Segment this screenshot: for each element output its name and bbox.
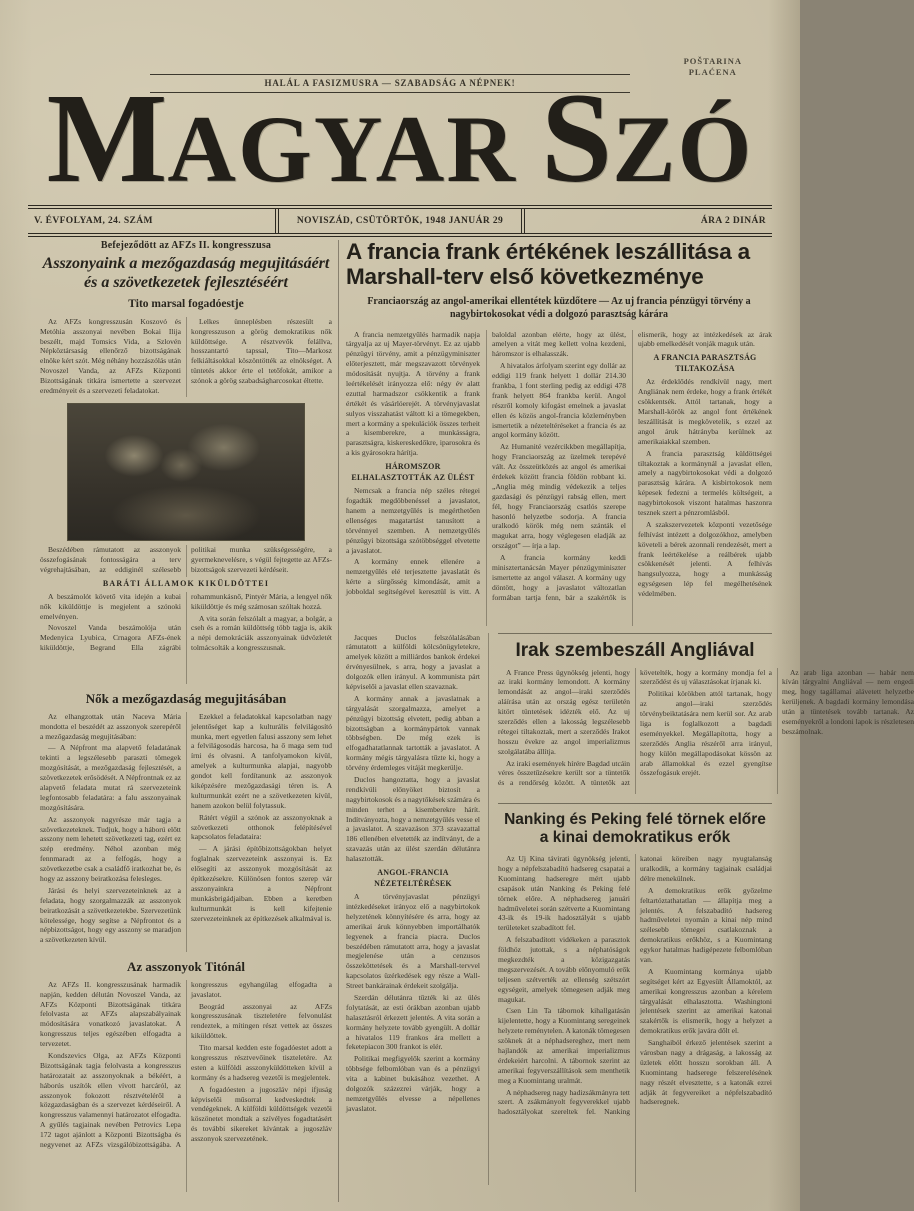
nanking-article-body [498, 854, 772, 1192]
body-paragraph: A France Press ügynökség jelenti, hogy az iraki kormány lemondott. A kormány lemondását az angol—iraki szerződés aláírása után az ország egész területén kitört tüntetések idézték elő. Az uj szerződés ellen a lakosság legszélesebb rétegei tiltakoztak, mert a szerződés Irakot hosszu évekre az angol imperializmus szolgálatába állítja. [498, 667, 630, 756]
masthead-slogan: HALÁL A FASIZMUSRA — SZABADSÁG A NÉPNEK! [150, 74, 630, 93]
masthead-initial: M [46, 67, 168, 209]
body-paragraph: A szakszervezetek központi vezetősége felhívást intézett a dolgozókhoz, amelyben követeli a bérek azonnali rendezését, mert a frank leértékelése a reálbérek ujabb csökkenését jelenti. A felhívás hangsulyozza, hogy a munkásság egységesen lép fel megélhetésének védelmében. [638, 519, 772, 599]
body-paragraph: Jacques Duclos felszólalásában rámutatott a külföldi kölcsönügyletekre, amelyek között a milliárdos bankok érdekei érvényesülnek, s arra, hogy a javaslat a dolgozók ellen irányul. A kommunista párt képviselői a javaslat ellen szavaznak. [346, 632, 480, 691]
postage-line: POŠTARINA [683, 56, 742, 66]
price-label: ÁRA 2 DINÁR [700, 216, 767, 226]
body-paragraph: — A Népfront ma alapvető feladatának tekinti a legszélesebb paraszti tömegek mozgósítását, a mezőgazdaság fejlesztését, a szövetkezetek erősödését. A Népfrontnak ez az alapvető feladata mutat rá szervezeteink legfontosabb feladatára: a falu asszonyainak mozgósítására. [40, 743, 181, 812]
column-divider-rule [338, 240, 339, 1202]
lead-article-continuation-column [346, 633, 489, 1185]
body-paragraph: A fogadóesten a jugoszláv népi ifjuság képviselői műsorral kedveskedtek a vendégeknek. A külföldi küldöttségek vezetői köszönetet mondtak a szívélyes fogadtatásért és további sikereket kívántak a jugoszláv asszonyok szervezetének. [191, 1084, 332, 1144]
article-irak [498, 633, 914, 794]
body-paragraph: A francia parasztság küldöttségei tiltakoztak a kormánynál a javaslat ellen, amely a nagybirtokosokat védi a dolgozó parasztság kárára. A kisbirtokosok nem képesek fedezni a termelés költségeit, a nagybirtokosok viszont hatalmas haszonra tesznek szert a pénzromlásból. [638, 448, 772, 517]
body-paragraph: Beszédében rámutatott az asszonyok összefogásának fontosságára a terv végrehajtásában, az eddiginél szélesebb politikai munka szükségességére, a gyermeknevelésre, s végül fejtegette az AFZs-bizottságok szervezeti kérdéseit. [40, 544, 332, 574]
congress-reception-photo [67, 403, 305, 541]
body-subheading: HÁROMSZOR ELHALASZTOTTÁK AZ ÜLÉST [351, 462, 475, 482]
body-paragraph: — A járási építőbizottságokban helyet foglalnak szervezeteink asszonyai is. Ez elősegíti az asszonyok mozgósítását az építkezésekre. Különösen fontos szerep vár asszonyainkra a Népfront munkásbrigádjaiban. Ebben a keretben kulturmunkát is kell kifejtenie szervezeteinknek az építkezések alkalmával is. [191, 844, 332, 923]
section-heading-women-at-tito: Az asszonyok Titónál [127, 958, 245, 974]
body-paragraph: A kormány annak a javaslatnak a tárgyalását szorgalmazza, amelyet a pénzügyi bizottság elvetett, pedig abban a bizottságban a kormánypártok vannak többségben. De még ezek is elfogadhatatlannak tartották a javaslatot. A kormány mégis tárgyalásra tűzte ki, hogy a törvény érdemleges vitáját megkerülje. [346, 693, 480, 773]
body-paragraph: Az AFZs kongresszusán Koszovó és Metóhia asszonyai nevében Bokai Ilija beszélt, majd Tomsics Vida, a Szlovén Népköztársaság ellenőrző bizottságának elnöke kért szót. Még néhány hozzászólás után Novoszel Vanda, az AFZs Központi Bizottságának titkára ismertette a szervezet eredményeit és a szervezeti feladatokat. [40, 316, 181, 395]
article-subhead: Tito marsal fogadóestje [128, 297, 244, 310]
body-paragraph: A felszabadított vidékeken a parasztok földhöz jutottak, s a néphatóságok megkezdték a közigazgatás megszervezését. A tovább előnyomuló erők teljesen szétverték az ellenség szétszórt egységeit, amelyek tömegesen adják meg magukat. [498, 935, 630, 1004]
section-body-women-agriculture [40, 712, 332, 952]
body-paragraph: Járási és helyi szervezeteinknek az a feladata, hogy szorgalmazzák az asszonyok beiratkozását a szövetkezetekbe. Szervezetünk kötelessége, hogy segítse a Népfrontot és a népbizottságot, hogy egy asszony se maradjon a szövetkezeten kívül. [40, 885, 181, 945]
article-body-after-photo [40, 545, 332, 577]
body-paragraph: Az elhangzottak után Naceva Mária mondotta el beszédét az asszonyok szerepéről a mezőgazdaság megujitásában: [40, 711, 181, 741]
irak-article-body [498, 667, 914, 794]
section-body-women-at-tito [40, 980, 332, 1192]
postage-line: PLAĆENA [688, 67, 737, 78]
nanking-headline: Nanking és Peking felé törnek előre a kinai demokratikus erők [504, 810, 766, 846]
body-paragraph: Beográd asszonyai az AFZs kongresszusának tiszteletére felvonulást rendeztek, a mítingen részt vettek az összes kiküldöttek. [191, 1001, 332, 1041]
body-paragraph: A beszámolót követő vita idején a kubai nők kiküldöttje is megjelent a szónoki emelvényen. [40, 591, 181, 621]
issue-number: V. ÉVFOLYAM, 24. SZÁM [34, 216, 153, 226]
article-nanking [498, 803, 772, 1193]
body-paragraph: Az AFZs II. kongresszusának harmadik napján, kedden délután Novoszel Vanda, az AFZs Központi Bizottságának titkára felolvasta az AFZs alapszabályainak módosítására vonatkozó javaslatokat. A kongresszus teljes egészében elfogadta a tervezetet. [40, 979, 181, 1049]
body-paragraph: Politikai körökben attól tartanak, hogy az angol—iraki szerződés törvénybeiktatására nem kerül sor. Az arab liga is foglalkozott a bagdadi eseményekkel. Megállapította, hogy a szerződés Anglia részéről arra irányul, hogy külön megállapodásokat kössön az arab államokkal és ezzel gyengítse összefogásuk erejét. [640, 689, 772, 778]
body-paragraph: Az iraki események hírére Bagdad utcáin véres összetűzésekre került sor a tüntetők és a rendőrség között. A tüntetők azt követelték, hogy a kormány mondja fel a szerződést és uj választásokat írjanak ki. [498, 667, 772, 788]
article-body-continued [40, 592, 332, 684]
body-paragraph: A francia kormány keddi minisztertanácsán Mayer pénzügyminiszter ismertette az angol választ. A kormány ugy döntött, hogy a javaslatot változatlan formában tartja fenn, bár a szakértők is elismerik, hogy az intézkedések az árak ujabb emelkedését vonják maguk után. [492, 329, 772, 602]
body-paragraph: Kondszevics Olga, az AFZs Központi Bizottságának tagja felolvasta a kongresszus határozatait az asszonyoknak a békéért, a háborús uszítók ellen vívott harcáról, az asszonyok fokozott résztvételéről a közgazdaságban és a szervezet kérdéseiről. A kongresszus valamennyi határozatot elfogadta. A gyűlés tagjainak nevében Petrovics Lepa 172 tagot ajánlott a Központi Bizottságba és negyvenet az AFZs vizsgálóbizottságába. A kongresszus egyhangúlag elfogadta a javaslatot. [40, 979, 332, 1149]
secondary-articles-column [489, 633, 914, 1185]
article-kicker: Befejeződött az AFZs II. kongresszusa [100, 240, 272, 251]
body-subheading: ANGOL-FRANCIA NÉZETELTÉRÉSEK [374, 867, 452, 888]
body-paragraph: A hivatalos árfolyam szerint egy dollár az eddigi 119 frank helyett 1 dollár 214.30 frankba, 1 font sterling pedig az eddigi 478 frank helyett 864 frankba kerül. Angol részről komoly kifogást emelnek a javaslat ellen és közös angol-francia közleményben ismertetik a nézeteltéréseket a francia és az angol kormány között. [492, 361, 626, 440]
dateline-bar [28, 205, 772, 237]
body-subheading: A FRANCIA PARASZTSÁG TILTAKOZÁSA [653, 353, 757, 373]
body-paragraph: Az Humanité vezércikkben megállapítja, hogy Franciaország az üzelmek terepévé vált. Az összeütközés az angol és amerikai érdekek között francia földön robbant ki. „Anglia még mindig védekezik a teljes gazdasági és pénzügyi rabság ellen, mert fél, hogy Franciaország csatlós szerepe hasonló helyzetbe sodorja. A francia uralkodó körök még nem szánták el magukat arra, hogy véglegesen eladják az országot” — írja a lap. [492, 442, 626, 551]
body-paragraph: Az érdeklődés rendkívül nagy, mert Angliának nem érdeke, hogy a frank értékét csökkentsék. Attól tartanak, hogy a Marshall-körök az angol font értékének leszállítását is megkövetelik, s ezzel az angol áruk hátrányba kerülnek az amerikaiakkal szemben. [638, 377, 772, 446]
body-paragraph: Lelkes ünneplésben részesült a kongresszuson a görög demokratikus nők küldöttsége. A résztvevők felállva, hosszantartó tapssal, Tito—Markosz felkiáltásokkal köszöntötték az elnökséget. A tüntetés akkor érte el tetőfokát, amikor a szónok a görög szabadságharcosokat éltette. [191, 316, 332, 386]
lower-band [346, 632, 914, 1185]
body-paragraph: Duclos hangoztatta, hogy a javaslat rendkívüli előnyöket biztosít a nagybirtokosok és a nagytőkések számára és minden terhet a kisemberekre hárít. Indítványozta, hogy a nemzetgyűlés vesse el a javaslatot. A szavazáson 373 szavazattal 186 ellenében elvetették az indítványt, de a szavazás után az ülést szerdán délutánra halasztották. [346, 774, 480, 864]
body-paragraph: Csen Lin Ta tábornok kihallgatásán kijelentette, hogy a Kuomintang seregeinek helyzete reménytelen. A katonák tömegesen szöknek át a néphadsereghez, mert nem hajlandók az amerikai imperializmus érdekeiért harcolni. A tábornok szerint az amerikai fegyverszállítások sem menthetik meg a Kuomintang uralmát. [498, 1006, 630, 1085]
left-article-afzs-congress [40, 238, 332, 1206]
body-paragraph: Szerdán délutánra tűzték ki az ülés folytatását, az esti órákban azonban ujabb halasztásról érkezett jelentés. A vita során a kormány helyzete tovább gyengült. A dollár a hivatalos 119 frankos ára mellett a feketepiacon 300 frankot is elér. [346, 992, 480, 1052]
body-paragraph: Tito marsal kedden este fogadóestet adott a kongresszus résztvevőinek tiszteletére. Az esten a külföldi asszonyküldötteken kívül a kormány és a hadsereg vezetői is megjelentek. [191, 1043, 332, 1082]
body-paragraph: Ezekkel a feladatokkal kapcsolatban nagy jelentőséget kap a kulturális felvilágosító munka, mert egyetlen falusi asszony sem lehet a felvilágosodás harcosa, ha ő maga sem tud írni és olvasni. A tanfolyamokon kívül, amelyek a kulturmunka alapjai, nagyobb gondot kell fordítanunk az asszonyok kiképzésére mezőgazdasági téren is. A kulturmunkát ezért ne a szövetkezeten kívül, hanem azokon belül folytassuk. [191, 711, 332, 810]
body-paragraph: A Kuomintang kormánya ujabb segítséget kért az Egyesült Államoktól, az amerikai kongresszus azonban a kérelem tárgyalását elhalasztotta. Washingtoni jelentések szerint az amerikai katonai szakértők is elismerik, hogy a helyzet a demokratikus erők javára dőlt el. [640, 966, 772, 1036]
masthead-word: AGYAR [167, 96, 517, 202]
right-articles-region [346, 239, 914, 1206]
article-headline: Asszonyaink a mezőgazdaság megujitásáért és a szövetkezetek fejlesztéséért [42, 255, 330, 291]
body-paragraph: Novoszel Vanda beszámolója után Medenyica Lyubica, Crnagora AFZs-ének kiküldöttje, Begrand Ella zágrábi rohammunkásnő, Pintyér Mária, a lengyel nők kiküldöttje és még számosan szóltak hozzá. [40, 591, 332, 653]
body-paragraph: A demokratikus erők győzelme feltartóztathatatlan — állapítja meg a jelentés. A felszabadító hadsereg hadműveletei nyomán a kinai nép mind szélesebb tömegei csatlakoznak a demokratikus erőkhöz, s a Kuomintang egykor hatalmas hadigépezete felbomlóban van. [640, 885, 772, 964]
body-paragraph: A kormány ennek ellenére a nemzetgyűlés elé terjesztette javaslatát és kérte a sürgősség kimondását, amit a jobboldal segítségével keresztül is vitt. A baloldal azonban elérte, hogy az ülést, amelyen a vitát meg kellett volna kezdeni, háromszor is elhalasszák. [346, 329, 626, 597]
body-paragraph: Politikai megfigyelők szerint a kormány többsége felbomlóban van és a pénzügyi vita a kabinet bukásához vezethet. A dolgozók százezrei várják, hogy a nemzetgyűlés elvesse a népellenes javaslatot. [346, 1054, 480, 1113]
body-paragraph: A vita során felszólalt a magyar, a bolgár, a cseh és a román küldöttség több tagja is, akik a népi demokráciák asszonyainak üdvözletét tolmácsolták a kongresszusnak. [191, 613, 332, 653]
body-paragraph: Az Uj Kina távirati ügynökség jelenti, hogy a népfelszabadító hadsereg csapatai a Kuomintang hadseregre mért ujabb csapások után Nanking és Peking felé törnek előre. A néphadsereg januári hadműveletei során szétverte a Kuomintang 43-ik és 19-ik hadosztályát s ujabb területeket szabadított fel. [498, 854, 630, 933]
body-paragraph: A francia nemzetgyűlés harmadik napja tárgyalja az uj Mayer-törvényt. Ez az ujabb pénzügyi törvény, amit a pénzügyminiszter előterjesztett, már megszavazott törvények módosítását nyujtja. A törvény a frank leértékelését irányozza elő: négy év alatt ezuttal harmadszor csökkentik a frank értékét és vásárlóerejét. A törvényjavaslat sulyos visszahatást váltott ki a tömegekben, mert a kormány a spekulációk összes terheit a kisemberekre, a munkásságra, parasztságra, kiskereskedőkre, iparosokra és a kis gyárosokra hárítja. [346, 329, 480, 458]
body-paragraph: Az arab liga azonban — habár nem kíván tárgyalni Angliával — nem engedi meg, hogy tagállamai alávetett helyzetbe kerüljenek. A bagdadi kormány lemondása után a tüntetések tovább tartanak. Az eseményekről a londoni lapok is részletesen beszámolnak. [782, 667, 914, 736]
body-paragraph: Az asszonyok nagyrésze már tagja a szövetkezeteknek. Tudjuk, hogy a háború előtt asszony nem lehetett szövetkezeti tag, ezért ez szép eredmény. Néhol azonban még fennmaradt az a felfogás, hogy a szövetkezetbe csak a családfő iratkozhat be, és hogy az asszony beiratkozása felesleges. [40, 814, 181, 883]
body-paragraph: Sanghaiból érkező jelentések szerint a városban nagy a drágaság, a lakosság az üzletek előtt hosszu sorokban áll. A Kuomintang hadserege felszerelésének nagy részét elvesztette, s a katonák ezrei adják át fegyvereiket a népfelszabadító hadseregnek. [640, 1038, 772, 1107]
postage-paid-note [684, 56, 742, 79]
section-heading-women-agriculture: Nők a mezőgazdaság megujitásában [85, 690, 287, 706]
lead-article-body [346, 330, 772, 626]
body-paragraph: Rátért végül a szónok az asszonyoknak a szövetkezeti otthonok felépítésével kapcsolatos feladataira: [191, 812, 332, 842]
body-paragraph: Nemcsak a francia nép széles rétegei fogadták megdöbbenéssel a javaslatot, hanem a nemzetgyűlés is megérthetően ellenséges magatartást tanusított a törvénnyel szemben. A nemzetgyűlés pénzügyi bizottsága szótöbbséggel elvetette a javaslatot. [346, 486, 480, 555]
lead-headline-franc-devaluation: A francia frank értékének leszállitása a Marshall-terv első következménye [346, 239, 750, 289]
irak-headline: Irak szembeszáll Angliával [515, 639, 755, 661]
masthead-word: ZÓ [612, 96, 754, 202]
photo-caption: BARÁTI ÁLLAMOK KIKÜLDÖTTEI [102, 578, 270, 588]
article-body-intro [40, 317, 332, 397]
masthead-initial: S [540, 67, 613, 209]
body-paragraph: A néphadsereg nagy hadizsákmányra tett szert. A zsákmányolt fegyverekkel ujabb hadosztályokat szereltek fel. Nanking katonai köreiben nagy nyugtalanság uralkodik, a kormány tagjainak családjai délre menekülnek. [498, 854, 772, 1117]
body-paragraph: A törvényjavaslat pénzügyi intézkedéseket irányoz elő a nagybirtokok helyzetének könnyítésére és arra, hogy az amerikai áruk könnyebben importálhatók legyenek a francia piacra. Duclos beszédében rámutatott arra, hogy a javaslat megjelenése után a cenzusos összeköttetések és a Marshall-tervvel kapcsolatos üzérkedések egy része a Wall-Street bankárainak érdekeit szolgálja. [346, 892, 480, 991]
date-and-place: NOVISZÁD, CSÜTÖRTÖK, 1948 JANUÁR 29 [275, 209, 525, 233]
lead-subhead: Franciaország az angol-amerikai ellentétek küzdőtere — Az uj francia pénzügyi törvény a nagybirtokosokat védi a dolgozó parasztság kárára [367, 295, 751, 320]
